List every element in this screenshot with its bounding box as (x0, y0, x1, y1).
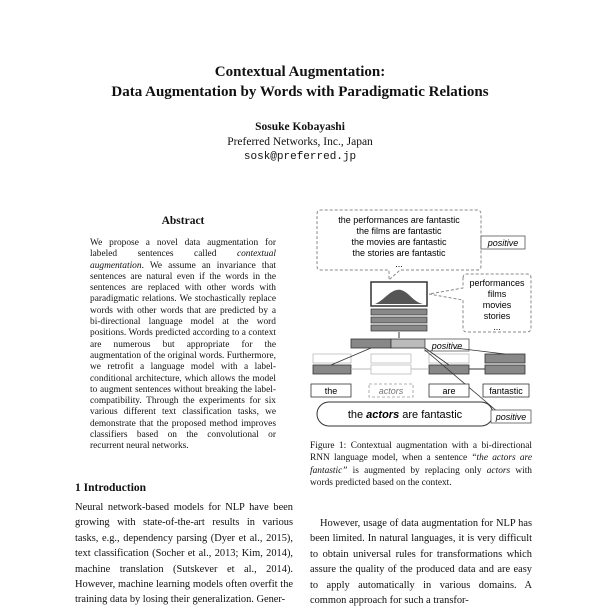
candidate-word: ... (493, 322, 501, 332)
intro-paragraph (75, 500, 293, 608)
sentence-focus-word: actors (366, 409, 400, 421)
abstract-emphasis: contextual augmentation (90, 249, 276, 271)
sentence-suffix: are fantastic (399, 409, 463, 421)
section-heading: 1 Introduction (75, 482, 147, 494)
token: are (442, 386, 456, 396)
title-line-2: Data Augmentation by Words with Paradigmatic Relations (111, 84, 489, 100)
generated-sentence: ... (395, 259, 403, 269)
author-name: Sosuke Kobayashi (255, 121, 345, 133)
input-sentence (317, 402, 493, 426)
paper-title (0, 62, 600, 102)
word-distribution (371, 282, 427, 306)
token: the (324, 386, 338, 396)
positive-label-middle: positive (431, 341, 463, 351)
token: actors (378, 386, 404, 396)
generated-sentence: the films are fantastic (356, 226, 442, 236)
title-line-1: Contextual Augmentation: (214, 64, 386, 80)
svg-text:the actors are fantastic (348, 409, 463, 421)
sentence-prefix: the (347, 409, 367, 421)
positive-label-bottom (491, 410, 531, 423)
generated-sentence: the performances are fantastic (338, 215, 460, 225)
right-paragraph (310, 516, 532, 608)
caption-text: is augmented by replacing only (347, 465, 487, 476)
token: fantastic (489, 386, 523, 396)
caption-label: Figure 1: (310, 441, 347, 451)
right-paragraph-text: However, usage of data augmentation for NLP has been limited. In natural languages, it is very difficult to obtain universal rules for transformations which assure the quality of the produced data and are easy to apply automatically in various domains. A common approach for such a transfor- (310, 518, 532, 607)
candidate-word: movies (482, 300, 512, 310)
caption-text: Contextual augmentation with a bi-directional RNN language model, when a sentence (310, 441, 532, 464)
abstract-text-rest: . We assume an invariance that sentences are natural even if the words in the sentences are replaced with other words with paradigmatic relations. We stochastically replace words with other words that are predicted by a bi-directional language model at the word positions. Words predicted according to a context are numerous but appropriate for the augmentation of the original words. Furthermore, we retrofit a language model with a label-conditional architecture, which allows the model to augment sentences without breaking the label-compatibility. Through the experiments for six various different text classification tasks, we demonstrate that the proposed method improves classifiers based on the convolutional or recurrent neural networks. (90, 260, 276, 452)
abstract-heading: Abstract (161, 215, 205, 227)
abstract-text-start: We propose a novel data augmentation for labeled sentences called (90, 238, 276, 260)
intro-text: Neural network-based models for NLP have been growing with state-of-the-art results in various tasks, e.g., dependency parsing (Dyer et al., 2015), text classification (Socher et al., 2013; Kim, 2014), machine translation (Sutskever et al., 2014). However, machine learning models often overfit the training data by losing their generalization. Gener- (75, 502, 293, 606)
candidate-word: performances (469, 278, 525, 288)
token-row (311, 384, 529, 397)
svg-text:positive: positive (487, 238, 519, 248)
candidate-word: stories (483, 311, 511, 321)
figure-diagram (305, 208, 535, 438)
caption-emphasis: actors (486, 465, 511, 476)
candidate-bubble (429, 274, 531, 332)
candidate-word: films (487, 289, 507, 299)
author-email: sosk@preferred.jp (243, 151, 357, 163)
generated-sentence: the movies are fantastic (351, 237, 447, 247)
figure-caption (310, 440, 532, 489)
author-affiliation: Preferred Networks, Inc., Japan (227, 136, 373, 148)
generated-sentence: the stories are fantastic (352, 248, 446, 258)
output-layers (371, 309, 427, 338)
caption-quote: “the actors are fantastic” (310, 453, 532, 476)
caption-text: with words predicted based on the context. (310, 465, 532, 488)
positive-label-top (481, 236, 525, 249)
svg-text:positive: positive (495, 412, 527, 422)
sentence-bubble (317, 210, 481, 280)
abstract-body (90, 238, 276, 453)
